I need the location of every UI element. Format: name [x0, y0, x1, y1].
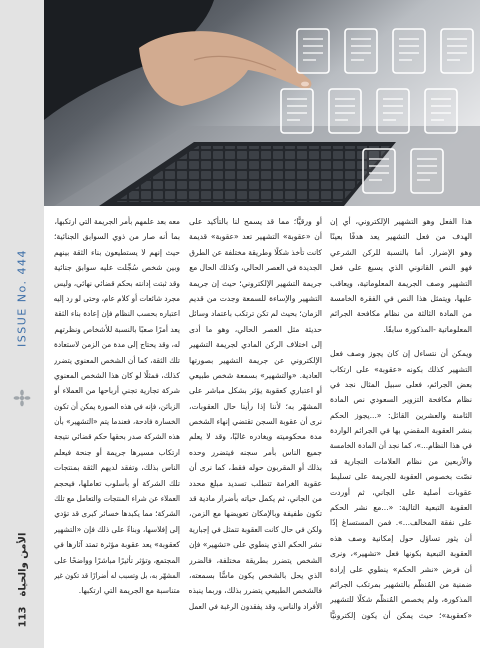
text-line: بما أنه صار من ذوي السوابق الجنائية؛	[54, 232, 180, 242]
text-line: ولكن في حال كانت العقوبة تتمثل في إجبارية	[189, 524, 322, 534]
text-line: الشخص يتضرر بطريقة مختلفة، فالضرر	[189, 555, 322, 565]
text-line: «كعقوبة»؛ حيث يمكن أن يكون إلكترونيًّا	[330, 610, 472, 620]
text-line: وبين شخص سُجِّلت عليه سوابق جنائية	[54, 263, 180, 273]
document-icon	[297, 29, 329, 73]
text-line: أو ورقيًّا؛ مما قد يسمح لنا بالتأكيد على	[189, 217, 322, 226]
text-line: نصّت بخصوص العقوبة للجريمة على تسليط	[330, 472, 472, 482]
text-line: من الجاني، ثم يكمل حياته بأضرار مادية قد	[189, 494, 322, 504]
text-line: أن يثور تساؤل حول إمكانية وصف هذه	[330, 533, 472, 543]
text-line: حديثة مثل العصر الحالي، وهو ما أدى	[189, 324, 322, 334]
text-line: نظام مكافحة التزوير السعودي نص المادة	[330, 395, 472, 405]
text-line: متناسبة مع الجريمة التي ارتكبها.	[78, 586, 180, 596]
text-line: التشهير وصف الجريمة المعلوماتية، ويعاقب	[330, 278, 472, 288]
text-line: تكون طفيفة وبالإمكان تعويضها مع الزمن،	[189, 509, 322, 519]
text-line: المشهّر به؛ لأننا إذا رأينا حال العقوبات،	[189, 401, 322, 411]
text-line: العقوبة التبعية التالية: «...مع نشر الحكم	[330, 503, 472, 513]
article-column-left	[54, 214, 180, 644]
text-line: أن فرض «نشر الحكم» ينطوي على إرادة	[330, 564, 472, 574]
paragraph-gap	[330, 337, 472, 346]
text-line: اعتباره بحسب النظام فإن إعادة بناء الثقة	[54, 309, 180, 319]
document-icon	[363, 149, 395, 193]
header-photo-graphic	[44, 0, 480, 206]
text-line: بنشر العقوبة المقضي بها في الجرائم الواردة	[330, 426, 472, 436]
text-line: معه بعد علمهم بأمر الجريمة التي ارتكبها،	[54, 217, 180, 226]
article-column-right	[330, 214, 472, 644]
document-icon	[393, 29, 425, 73]
text-line: شركة تجارية تجني أرباحها من العملاء أو	[54, 386, 180, 396]
text-line: العقوبة التبعية بكونها فعل «تشهير»، ونرى	[330, 549, 472, 559]
header-photo	[44, 0, 480, 206]
text-line: المجتمع، وتؤثر تأثيرًا مباشرًا وواضحًا على	[54, 555, 180, 565]
text-line: ويمكن أن نتساءل إن كان يجوز وصف فعل	[330, 349, 472, 359]
text-line: نرى أن عقوبة السجن تقتضي إنهاء الشخص	[189, 417, 322, 427]
document-icon	[441, 29, 473, 73]
text-line: الجديدة في العصر الحالي، وكذلك الحال مع	[189, 263, 322, 273]
text-line: أو اعتباري كعقوبة يؤثر بشكل مباشر على	[189, 386, 322, 396]
text-line: فالشخص الطبيعي يتضرر بذلك، وربما ينبذه	[189, 586, 322, 596]
text-line: العادية. «والتشهير» بسمعة شخص طبيعي	[189, 370, 322, 380]
text-line: بعض الجرائم، فعلى سبيل المثال نجد في	[330, 379, 472, 389]
text-line: أن «عقوبة» التشهير تعد «عقوبة» قديمة	[189, 232, 322, 242]
document-icon	[425, 89, 457, 133]
text-line: المعلوماتية -المذكورة سابقًا.	[383, 324, 472, 334]
text-line: على نفقة المخالف...». فمن المستساغ إذًا	[330, 518, 472, 528]
text-line: بذلك أو المقربون حوله فقط، كما نرى أن	[189, 463, 322, 473]
page-number: 113	[17, 606, 29, 628]
text-line: والأربعين من نظام العلامات التجارية قد	[330, 456, 472, 466]
text-line: المشهّر به، بل وتسبب له أضرارًا قد تكون غير	[54, 570, 180, 580]
text-line: له، وقد يحتاج إلى مدة من الزمن لاستعادة	[54, 340, 180, 350]
issue-number: ISSUE No. 444	[15, 249, 29, 347]
text-line: وهو الإضرار. أما بالنسبة للركن الشرعي	[330, 247, 472, 257]
magazine-footer	[18, 533, 29, 628]
text-line: الزبائن، فإنه في هذه الصورة يمكن أن تكون	[54, 401, 180, 411]
text-line: وقد ثبتت إدانته بحكم قضائي نهائي، وليس	[54, 278, 180, 288]
text-line: جميع الناس بأمر سجنه فيتضرر وحده	[189, 447, 322, 457]
text-line: الشركة؛ مما يكبدها خسائر كبرى قد تؤدي	[54, 509, 180, 519]
text-line: تلك الثقة، كما أن الشخص المعنوي يتضرر	[54, 355, 180, 365]
text-line: من المادة الثالثة من نظام مكافحة الجرائم	[330, 309, 472, 319]
text-line: عليها، ويتمثل هذا النص في الفقرة الخامسة	[330, 293, 472, 303]
text-line: إلى اختلاف الركن المادي لجريمة التشهير	[189, 340, 322, 350]
text-line: يعد أمرًا صعبًا بالنسبة للأشخاص ونظرتهم	[54, 324, 180, 334]
magazine-title: الأمن والحياة	[17, 532, 29, 597]
text-line: هذه الشركة صدر بحقها حكم قضائي نتيجة	[54, 432, 180, 442]
text-line: الخسارة فادحة، فعندما يتم «التشهير» بأن	[54, 417, 180, 427]
text-line: العملاء عن شراء المنتجات والتعامل مع تلك	[54, 494, 180, 504]
text-line: الزمان؛ بحيث لم تكن ترتكب باعتماد وسائل	[189, 309, 322, 319]
document-icon	[345, 29, 377, 73]
text-line: التشهير كذلك بكونه «عقوبة» على ارتكاب	[330, 364, 472, 374]
text-line: فهو النص القانوني الذي يسبغ على فعل	[330, 263, 472, 273]
text-line: الهدف من فعل التشهير يعد هدفًا بعينًا	[330, 232, 472, 242]
document-icon	[411, 149, 443, 193]
text-line: عقوبة الغرامة تتطلب تسديد مبلغ محدد	[189, 478, 322, 488]
text-line: كانت تأخذ شكلًا وطريقة مختلفة عن الطرق	[189, 247, 322, 257]
document-icon	[329, 89, 361, 133]
text-line: إلى إفلاسها، وبناءً على ذلك فإن «التشهير	[54, 524, 180, 534]
text-line: عقوبات أصلية على الجاني، ثم أوردت	[330, 487, 472, 497]
text-line: تلك الشركة أو بأسلوب تعاملها، فيحجم	[54, 478, 180, 488]
text-line: حيث إنهم لا يستطيعون بناء الثقة بينهم	[54, 247, 180, 257]
text-line: في هذا النظام...»، كما نجد أن المادة الخامسة	[330, 441, 472, 451]
article-column-middle	[189, 214, 322, 644]
text-line: التشهير والإساءة للسمعة وجدت من قديم	[189, 293, 322, 303]
text-line: المذكورة، ولم يخصص المُنظّم شكلًا للتشهير	[330, 595, 472, 605]
text-line: الناس بذلك، وتفقد لديهم الثقة بمنتجات	[54, 463, 180, 473]
text-line: الثامنة والعشرين القائل: «...يجوز الحكم	[330, 410, 472, 420]
document-icon	[377, 89, 409, 133]
text-line: الذي يحل بالشخص يكون ماسًّا بسمعته،	[189, 570, 322, 580]
text-line: جريمة التشهير الإلكتروني؛ حيث إن جريمة	[189, 278, 322, 288]
text-line: كذلك، فمثلًا لو كان هذا الشخص المعنوي	[54, 370, 180, 380]
ornament-icon	[13, 389, 31, 407]
text-line: ضمنية من المُنظّم بالتشهير بمرتكب الجرائم	[330, 579, 472, 589]
text-line: ارتكاب مسيرها جريمة أو جنحة فيعلم	[54, 447, 180, 457]
text-line: مجرد شائعات أو كلام عام، وحتى لو رد إليه	[54, 293, 180, 303]
text-line: كعقوبة» يعد عقوبة مؤثرة تمتد آثارها في	[54, 540, 180, 550]
text-line: نشر الحكم الذي ينطوي على «تشهير» فإن	[189, 540, 322, 550]
document-icon	[281, 89, 313, 133]
text-line: الأفراد والناس، وقد يفقدون الرغبة في العمل	[189, 601, 322, 611]
text-line: هذا الفعل وهو التشهير الإلكتروني، أي إن	[330, 217, 472, 226]
text-line: مدة محكوميته ويغادره غالبًا، وقد لا يعلم	[189, 432, 322, 442]
text-line: الإلكتروني عن جريمة التشهير بصورتها	[189, 355, 322, 365]
